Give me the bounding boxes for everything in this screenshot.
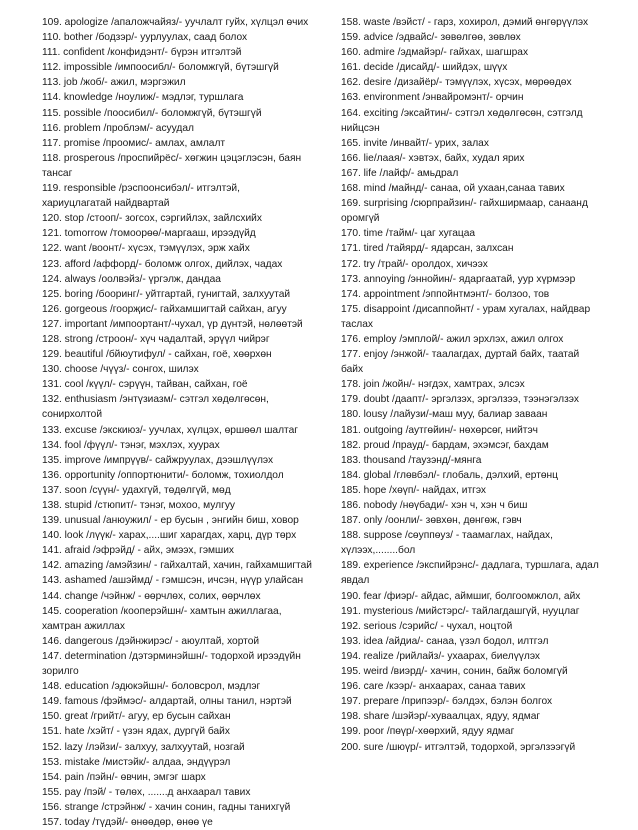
vocab-entry: 185. hope /хөүп/- найдах, итгэх (341, 484, 487, 496)
vocab-entry: 167. life /лайф/- амьдрал (341, 167, 459, 179)
vocab-entry: 109. apologize /апаложчайяз/- уучлалт гуйх, хүлцэл өчих (42, 17, 309, 28)
vocab-entry: 119. responsible /рэспоонсибэл/- итгэлтэй, хариуцлагатай найдвартай (42, 183, 240, 210)
vocab-entry: 132. enthusiasm /энтүзиазм/- сэтгэл хөдөлгөсөн, сонирхолтой (42, 394, 269, 421)
vocab-entry: 171. tired /тайярд/- ядарсан, залхсан (341, 243, 514, 255)
vocab-entry: 165. invite /инвайт/- урих, залах (341, 137, 489, 149)
vocab-entry: 178. join /жойн/- нэгдэх, хамтрах, элсэх (341, 379, 525, 391)
vocab-entry: 184. global /глөвбэл/- глобаль, дэлхий, ертөнц (341, 469, 559, 481)
vocab-entry: 175. disappoint /дисаппойнт/ - урам хугалах, найдвар таслах (341, 303, 591, 330)
vocab-entry: 164. exciting /эксайтин/- сэтгэл хөдөлгөсөн, сэтгэлд нийцсэн (341, 107, 583, 134)
vocab-entry: 142. amazing /амэйзин/ - гайхалтай, хачин, гайхамшигтай (42, 560, 312, 572)
vocab-entry: 183. thousand /таузэнд/-мянга (341, 454, 482, 466)
vocab-entry: 114. knowledge /ноулиж/- мэдлэг, туршлага (42, 92, 244, 104)
vocab-entry: 170. time /тайм/- цаг хугацаа (341, 228, 476, 240)
vocab-entry: 187. only /оонли/- зөвхөн, дөнгөж, гэвч (341, 515, 522, 527)
vocab-entry: 131. cool /күүл/- сэрүүн, тайван, сайхан, гоё (42, 379, 248, 391)
vocab-entry: 169. surprising /сюрпрайзин/- гайхширмаар, санаанд оромгүй (341, 198, 588, 225)
vocab-entry: 180. lousy /лайузи/-маш муу, балиар заваан (341, 409, 548, 421)
vocab-entry: 120. stop /стооп/- зогсох, сэргийлэх, зайлсхийх (42, 213, 262, 225)
vocab-entry: 147. determination /дэтэрминэйшн/- тодорхой ирээдүйн зорилго (42, 650, 301, 678)
vocab-entry: 162. desire /дизайёр/- тэмүүлэх, хүсэх, мөрөөдөх (341, 77, 572, 89)
vocab-entry: 121. tomorrow /томоорөө/-маргааш, ирээдүйд (42, 228, 256, 240)
vocab-entry: 111. confident /конфидэнт/- бүрэн итгэлтэй (42, 47, 242, 59)
vocab-entry: 160. admire /эдмайэр/- гайхах, шагшрах (341, 47, 529, 59)
vocab-entry: 112. impossible /импоосибл/- боломжгүй, бүтэшгүй (42, 62, 279, 74)
vocab-entry: 141. afraid /эфрэйд/ - айх, эмээх, гэмших (42, 545, 234, 557)
vocab-entry: 151. hate /хэйт/ - үзэн ядах, дургүй байх (42, 726, 230, 738)
vocab-entry: 191. mysterious /мийстэрс/- тайлагдашгүй, нууцлаг (341, 605, 580, 617)
vocab-entry: 163. environment /энвайромэнт/- орчин (341, 92, 524, 104)
vocab-entry: 152. lazy /лэйзи/- залхуу, залхуутай, нозгай (42, 741, 245, 753)
vocab-entry: 198. share /шэйэр/-хуваалцах, ядуу, ядмаг (341, 711, 541, 723)
vocab-entry: 128. strong /строон/- хүч чадалтай, эрүүл чийрэг (42, 333, 270, 345)
vocab-entry: 117. promise /проомис/- амлах, амлалт (42, 137, 226, 149)
vocab-entry: 193. idea /айдиа/- санаа, үзэл бодол, илтгэл (341, 635, 549, 647)
vocab-entry: 161. decide /дисайд/- шийдэх, шүүх (341, 62, 508, 74)
vocab-entry: 134. fool /фүүл/- тэнэг, мэхлэх, хуурах (42, 439, 220, 451)
vocab-entry: 143. ashamed /ашэймд/ - гэмшсэн, ичсэн, нүүр улайсан (42, 575, 304, 587)
vocab-entry: 129. beautiful /бйюутифул/ - сайхан, гоё, хөөрхөн (42, 349, 272, 361)
vocab-entry: 173. annoying /эннойин/- ядаргаатай, уур хүрмээр (341, 273, 576, 285)
right-column (341, 15, 603, 755)
vocab-entry: 116. problem /проблэм/- асуудал (42, 122, 194, 134)
vocab-entry: 123. afford /аффорд/- боломж олгох, дийлэх, чадах (42, 258, 283, 270)
vocab-entry: 177. enjoy /энжой/- таалагдах, дуртай байх, таатай байх (341, 349, 580, 376)
vocab-entry: 124. always /оолвэйз/- үргэлж, дандаа (42, 273, 221, 285)
vocab-entry: 153. mistake /мистэйк/- алдаа, эндүүрэл (42, 756, 231, 768)
vocab-entry: 195. weird /виэрд/- хачин, сонин, байж боломгүй (341, 666, 568, 678)
vocab-entry: 145. cooperation /кооперэйшн/- хамтын ажиллагаа, хамтран ажиллах (42, 605, 282, 632)
vocab-entry: 182. proud /прауд/- бардам, эхэмсэг, бахдам (341, 439, 549, 451)
vocab-entry: 136. opportunity /оппортюнити/- боломж, тохиолдол (42, 469, 284, 481)
vocab-entry: 127. important /импоортант/-чухал, үр дүнтэй, нөлөөтэй (42, 318, 303, 330)
vocab-entry: 149. famous /фэймэс/- алдартай, олны танил, нэртэй (42, 696, 292, 708)
vocab-entry: 156. strange /стрэйнж/ - хачин сонин, гадны танихгүй (42, 801, 291, 813)
vocab-entry: 139. unusual /анюужил/ - ер бусын , энгийн биш, ховор (42, 515, 299, 527)
vocab-entry: 158. waste /вэйст/ - гарз, хохирол, дэмий өнгөрүүлэх (341, 17, 589, 28)
vocab-entry: 166. lie/лаая/- хэвтэх, байх, худал ярих (341, 152, 525, 164)
vocab-entry: 110. bother /бодзэр/- уурлуулах, саад болох (42, 32, 248, 44)
vocab-entry: 194. realize /рийлайз/- ухаарах, биелүүлэх (341, 650, 540, 662)
vocab-entry: 126. gorgeous /гоорҗис/- гайхамшигтай сайхан, агуу (42, 303, 287, 315)
vocab-entry: 159. advice /эдвайс/- зөвөлгөө, зөвлөх (341, 32, 521, 44)
vocab-entry: 174. appointment /эппойнтмэнт/- болзоо, тов (341, 288, 550, 300)
vocab-entry: 176. employ /эмплой/- ажил эрхлэх, ажил олгох (341, 333, 564, 345)
vocab-entry: 130. choose /чүүз/- сонгох, шилэх (42, 364, 199, 376)
vocab-entry: 157. today /түдэй/- өнөөдөр, өнөө үе (42, 816, 213, 828)
vocab-entry: 190. fear /фиэр/- айдас, аймшиг, болгоомжлол, айх (341, 590, 581, 602)
vocab-entry: 148. education /эдюкэйшн/- боловсрол, мэдлэг (42, 681, 261, 693)
vocab-entry: 179. doubt /даапт/- эргэлзэх, эргэлзээ, тээнэгэлзэх (341, 394, 579, 406)
vocab-entry: 197. prepare /припээр/- бэлдэх, бэлэн болгох (341, 696, 553, 708)
vocab-entry: 138. stupid /стюпит/- тэнэг, мохоо, мулгуу (42, 500, 236, 511)
vocab-entry: 189. experience /экспийрэнс/- дадлага, туршлага, адал явдал (341, 560, 599, 587)
vocab-entry: 192. serious /сэрийс/ - чухал, ноцтой (341, 620, 513, 632)
vocab-entry: 150. great /грийт/- агуу, ер бусын сайхан (42, 711, 231, 723)
vocab-entry: 133. excuse /экскиюз/- уучлах, хүлцэх, өршөөл шалтаг (42, 424, 298, 436)
vocab-entry: 125. boring /бооринг/- уйтгартай, гунигтай, залхуутай (42, 288, 291, 300)
vocab-entry: 137. soon /сүүн/- удахгүй, төдөлгүй, мөд (42, 484, 231, 496)
vocab-entry: 144. change /чэйнж/ - өөрчлөх, солих, өөрчлөх (42, 590, 261, 602)
vocab-entry: 154. pain /пэйн/- өвчин, эмгэг шарх (42, 771, 206, 783)
vocab-entry: 181. outgoing /аутгөйин/- нөхөрсөг, нийтэч (341, 424, 538, 436)
vocab-entry: 118. prosperous /проспийрёс/- хөгжин цэцэглэсэн, баян тансаг (42, 152, 302, 179)
vocab-entry: 168. mind /майнд/- санаа, ой ухаан,санаа тавих (341, 183, 565, 195)
vocab-entry: 113. job /жоб/- ажил, мэргэжил (42, 77, 186, 89)
vocab-entry: 186. nobody /нөүбади/- хэн ч, хэн ч биш (341, 500, 528, 511)
vocab-entry: 199. poor /пөүр/-хөөрхий, ядуу ядмаг (341, 726, 515, 738)
vocab-entry: 140. look /лүүк/- харах,....шиг харагдах, харц, дүр төрх (42, 530, 297, 542)
vocab-entry: 196. care /кээр/- анхаарах, санаа тавих (341, 681, 526, 693)
vocab-entry: 115. possible /поосибил/- боломжгүй, бүтэшгүй (42, 107, 262, 119)
vocab-entry: 122. want /воонт/- хүсэх, тэмүүлэх, эрж хайх (42, 243, 250, 255)
vocab-entry: 172. try /трай/- оролдох, хичээх (341, 258, 488, 270)
vocab-entry: 146. dangerous /дэйнжирэс/ - аюултай, хортой (42, 635, 260, 647)
vocab-entry: 200. sure /шюүр/- итгэлтэй, тодорхой, эргэлзээгүй (341, 741, 576, 753)
vocab-entry: 155. pay /пэй/ - төлөх, .......д анхаарал тавих (42, 786, 251, 798)
vocab-entry: 135. improve /импрүүв/- сайжруулах, дээшлүүлэх (42, 454, 274, 466)
vocab-entry: 188. suppose /сөуппөуз/ - таамаглах, найдах, хүлээх,........бол (341, 530, 553, 557)
left-column (42, 15, 312, 830)
